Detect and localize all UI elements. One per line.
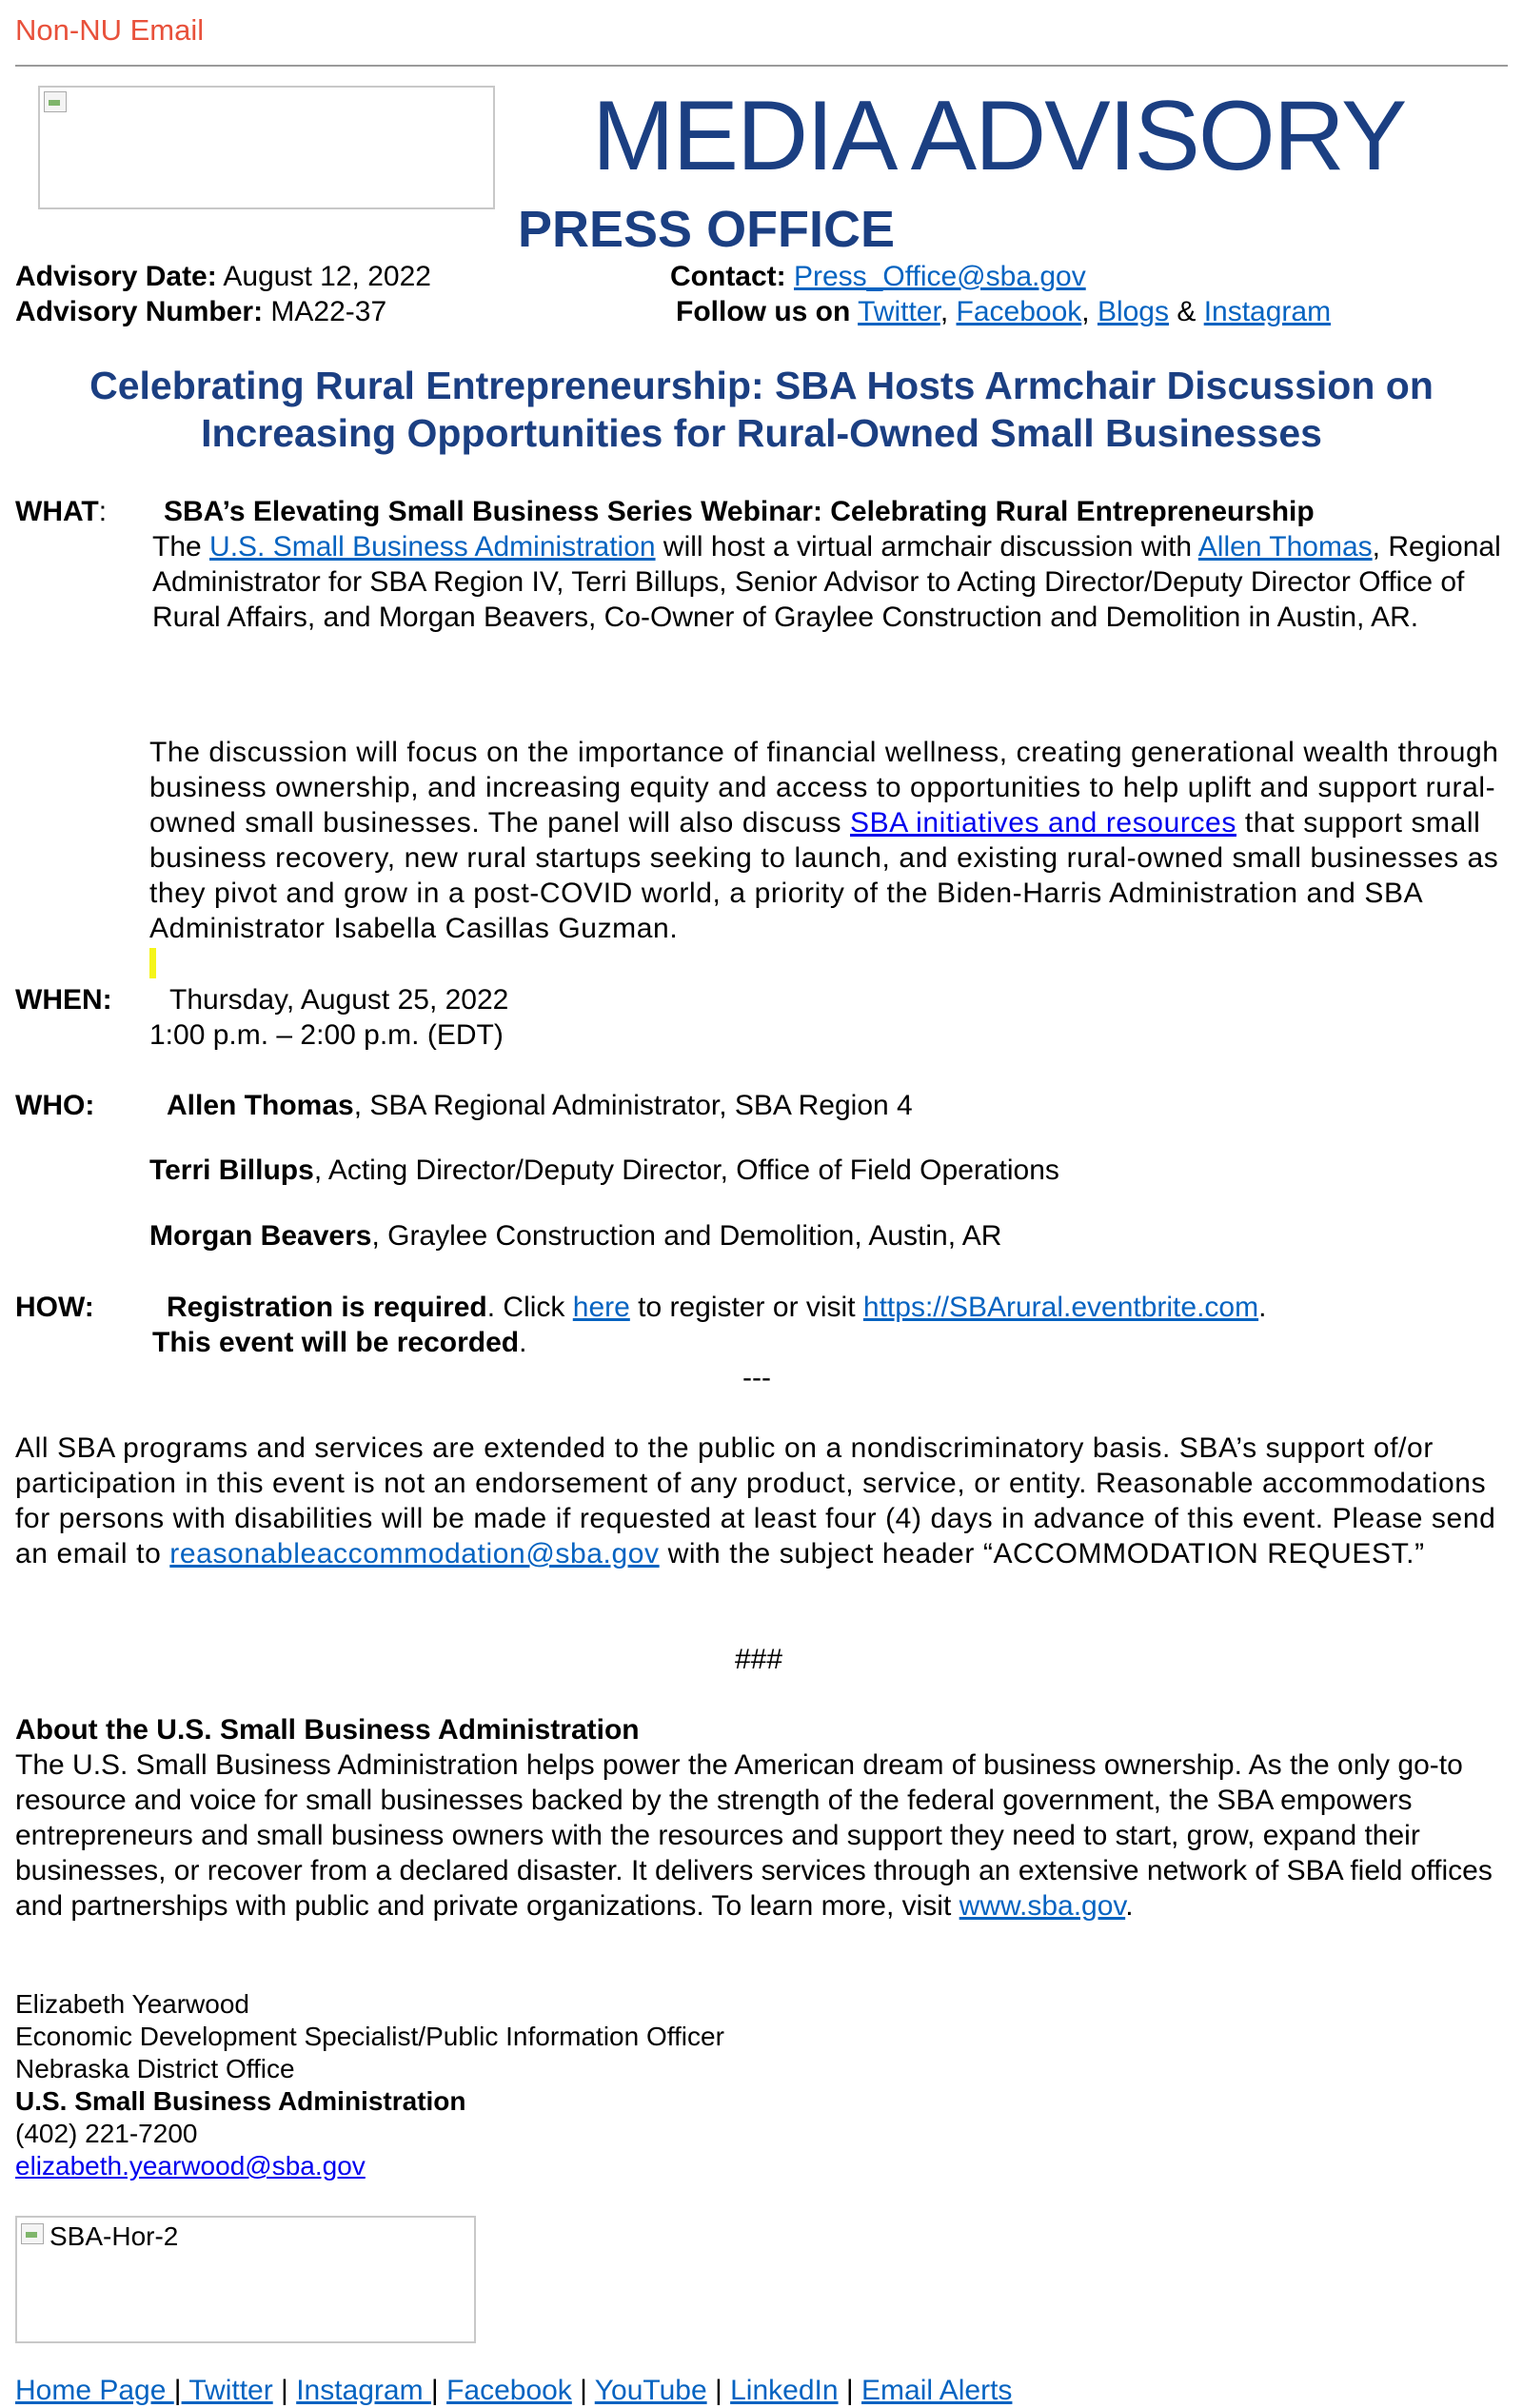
accommodation-email-link[interactable]: reasonableaccommodation@sba.gov	[169, 1538, 660, 1569]
signature-office: Nebraska District Office	[15, 2054, 295, 2083]
footer-links: Home Page | Twitter | Instagram | Facebook | YouTube | LinkedIn | Email Alerts	[15, 2375, 1013, 2406]
broken-image-icon	[44, 91, 67, 112]
follow-us-line: Follow us on Twitter, Facebook, Blogs & Instagram	[676, 296, 1332, 327]
footer-email-alerts-link[interactable]: Email Alerts	[861, 2375, 1013, 2406]
footer-home-link[interactable]: Home Page	[15, 2375, 174, 2406]
end-marker: ###	[735, 1644, 783, 1675]
footer-linkedin-link[interactable]: LinkedIn	[730, 2375, 839, 2406]
about-title: About the U.S. Small Business Administration	[15, 1714, 640, 1746]
sba-link[interactable]: U.S. Small Business Administration	[209, 531, 656, 563]
register-here-link[interactable]: here	[572, 1292, 630, 1323]
signature-block	[15, 1988, 724, 2182]
signature-org: U.S. Small Business Administration	[15, 2086, 466, 2116]
facebook-link[interactable]: Facebook	[956, 296, 1082, 327]
twitter-link[interactable]: Twitter	[858, 296, 940, 327]
eventbrite-link[interactable]: https://SBArural.eventbrite.com	[862, 1292, 1259, 1323]
who-label: WHO:	[15, 1090, 95, 1121]
who-person: Terri Billups, Acting Director/Deputy Director, Office of Field Operations	[149, 1155, 1059, 1186]
recorded-note: This event will be recorded.	[152, 1327, 527, 1358]
signature-name: Elizabeth Yearwood	[15, 1989, 249, 2019]
divider	[15, 65, 1508, 67]
advisory-date: Advisory Date: August 12, 2022	[15, 261, 431, 292]
what-paragraph-1: The U.S. Small Business Administration will host a virtual armchair discussion with Allen Thomas, Regional Administrator for SBA Region IV, Terri Billups, Senior Advisor to Acting Director/Deputy Director Office of Rural Affairs, and Morgan Beavers, Co-Owner of Graylee Construction and Demolition in Austin, AR.	[152, 531, 1501, 633]
what-label: WHAT:	[15, 496, 108, 527]
signature-phone: (402) 221-7200	[15, 2119, 198, 2148]
separator: ---	[742, 1362, 771, 1393]
what-title: SBA’s Elevating Small Business Series Webinar: Celebrating Rural Entrepreneurship	[164, 496, 1315, 527]
who-person: Morgan Beavers, Graylee Construction and Demolition, Austin, AR	[149, 1220, 1002, 1252]
highlight-marker	[149, 948, 156, 978]
what-paragraph-2: The discussion will focus on the importance of financial wellness, creating generational wealth through business ownership, and increasing equity and access to opportunities to help uplift and support rural-owned small businesses. The panel will also discuss SBA initiatives and resources that support small business recovery, new rural startups seeking to launch, and existing rural-owned small businesses as they pivot and grow in a post-COVID world, a priority of the Biden-Harris Administration and SBA Administrator Isabella Casillas Guzman.	[149, 737, 1499, 944]
external-email-banner: Non-NU Email	[15, 13, 205, 47]
when-date: Thursday, August 25, 2022	[169, 984, 509, 1016]
about-paragraph: The U.S. Small Business Administration helps power the American dream of business ownership. As the only go-to resource and voice for small businesses backed by the strength of the federal government, the SBA empowers entrepreneurs and small business owners with the resources and support they need to start, grow, expand their businesses, or recover from a declared disaster. It delivers services through an extensive network of SBA field offices and partnerships with public and private organizations. To learn more, visit www.sba.gov.	[15, 1749, 1493, 1922]
disclaimer-paragraph: All SBA programs and services are extended to the public on a nondiscriminatory basis. SBA’s support of/or participation in this event is not an endorsement of any product, service, or entity. Reasonable accommodations for persons with disabilities will be made if requested at least four (4) days in advance of this event. Please send an email to reasonableaccommodation@sba.gov with the subject header “ACCOMMODATION REQUEST.”	[15, 1432, 1496, 1569]
signature-email-link[interactable]: elizabeth.yearwood@sba.gov	[15, 2151, 366, 2181]
who-person: Allen Thomas, SBA Regional Administrator, SBA Region 4	[167, 1090, 913, 1121]
header-logo-image	[38, 86, 495, 209]
broken-image-icon	[21, 2223, 44, 2244]
contact-email-link[interactable]: Press_Office@sba.gov	[794, 261, 1086, 292]
footer-youtube-link[interactable]: YouTube	[594, 2375, 707, 2406]
allen-thomas-link[interactable]: Allen Thomas	[1197, 531, 1373, 563]
instagram-link[interactable]: Instagram	[1203, 296, 1332, 327]
media-advisory-title: MEDIA ADVISORY	[592, 81, 1406, 191]
sba-initiatives-link[interactable]: SBA initiatives and resources	[850, 807, 1236, 839]
when-label: WHEN:	[15, 984, 112, 1016]
when-time: 1:00 p.m. – 2:00 p.m. (EDT)	[149, 1019, 504, 1051]
footer-instagram-link[interactable]: Instagram	[296, 2375, 431, 2406]
press-office-title: PRESS OFFICE	[518, 201, 896, 258]
blogs-link[interactable]: Blogs	[1097, 296, 1169, 327]
footer-facebook-link[interactable]: Facebook	[446, 2375, 572, 2406]
image-alt-text: SBA-Hor-2	[49, 2221, 179, 2251]
advisory-number: Advisory Number: MA22-37	[15, 296, 387, 327]
footer-twitter-link[interactable]: Twitter	[181, 2375, 273, 2406]
sba-website-link[interactable]: www.sba.gov	[959, 1890, 1126, 1922]
sba-footer-logo-image	[15, 2216, 476, 2343]
how-label: HOW:	[15, 1292, 94, 1323]
how-registration: Registration is required. Click here to register or visit https://SBArural.eventbrite.com.	[167, 1292, 1267, 1323]
contact-line: Contact: Press_Office@sba.gov	[670, 261, 1086, 292]
headline: Celebrating Rural Entrepreneurship: SBA Hosts Armchair Discussion on Increasing Opportunities for Rural-Owned Small Businesses	[89, 364, 1434, 455]
signature-title: Economic Development Specialist/Public Information Officer	[15, 2022, 724, 2051]
